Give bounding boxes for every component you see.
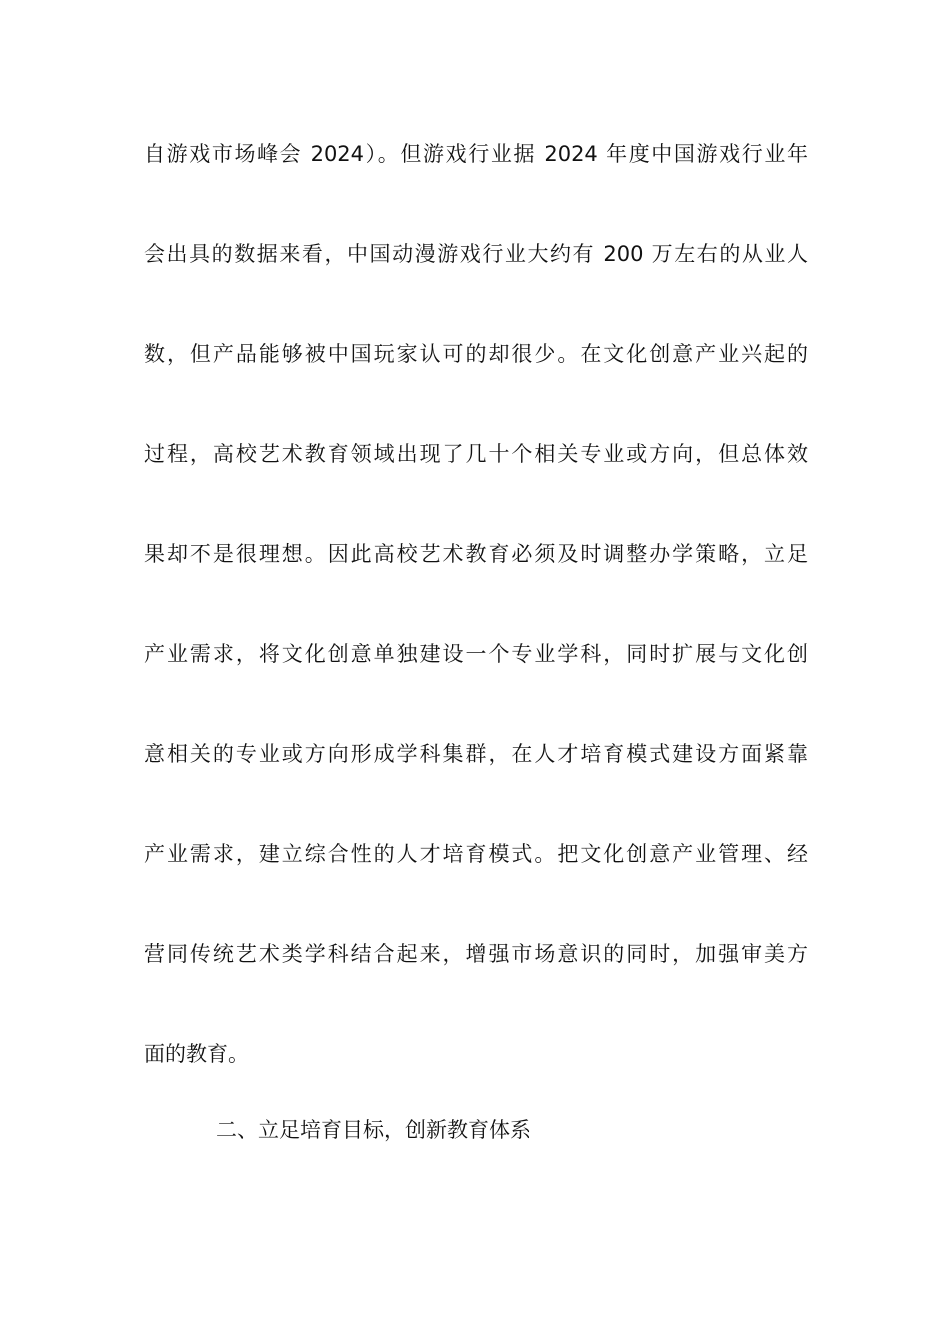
paragraph-line-9: 营同传统艺术类学科结合起来，增强市场意识的同时，加强审美方 [144,942,808,966]
section-heading: 二、立足培育目标，创新教育体系 [216,1118,531,1142]
body-paragraph [144,128,808,1128]
paragraph-line-1: 自游戏市场峰会 2024）。但游戏行业据 2024 年度中国游戏行业年 [144,142,808,166]
paragraph-line-7: 意相关的专业或方向形成学科集群，在人才培育模式建设方面紧靠 [144,742,808,766]
paragraph-line-5: 果却不是很理想。因此高校艺术教育必须及时调整办学策略，立足 [144,542,808,566]
paragraph-line-3: 数，但产品能够被中国玩家认可的却很少。在文化创意产业兴起的 [144,342,808,366]
paragraph-line-8: 产业需求，建立综合性的人才培育模式。把文化创意产业管理、经 [144,842,808,866]
paragraph-line-10: 面的教育。 [144,1042,249,1066]
paragraph-line-6: 产业需求，将文化创意单独建设一个专业学科，同时扩展与文化创 [144,642,808,666]
paragraph-line-2: 会出具的数据来看，中国动漫游戏行业大约有 200 万左右的从业人 [144,242,808,266]
paragraph-line-4: 过程，高校艺术教育领域出现了几十个相关专业或方向，但总体效 [144,442,808,466]
